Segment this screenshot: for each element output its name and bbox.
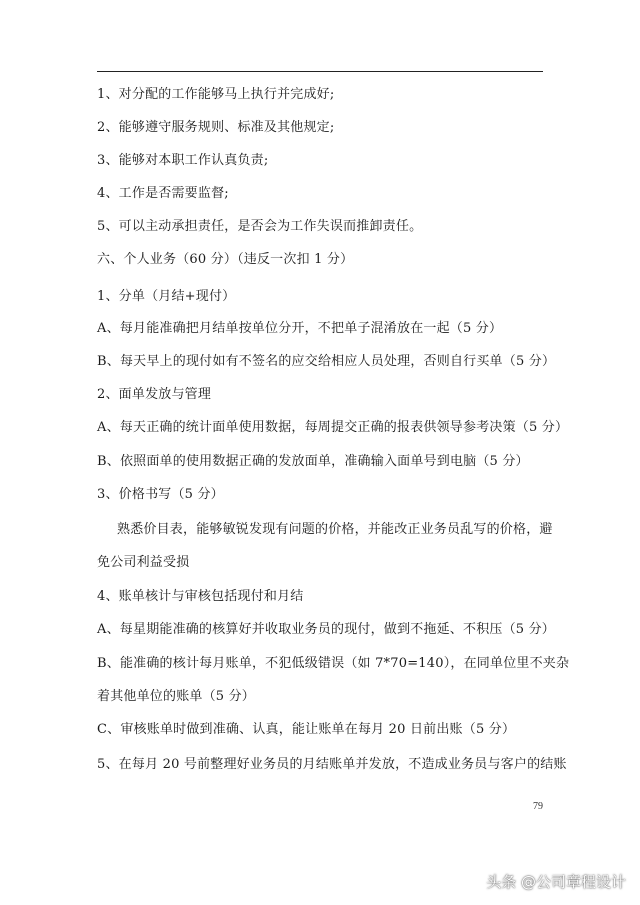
text-line-2: 2、能够遵守服务规则、标准及其他规定; [97, 120, 335, 135]
watermark: 头条 @公司章程设计 [486, 873, 626, 891]
text-line-16: 4、账单核计与审核包括现付和月结 [97, 589, 304, 604]
text-line-10: 2、面单发放与管理 [97, 387, 212, 402]
text-line-4: 4、工作是否需要监督; [97, 186, 229, 201]
header-rule [97, 71, 543, 72]
text-line-19: 着其他单位的账单（5 分） [97, 689, 256, 704]
text-line-15: 免公司利益受损 [97, 555, 190, 570]
text-line-1: 1、对分配的工作能够马上执行并完成好; [97, 87, 335, 102]
text-line-18: B、能准确的核计每月账单，不犯低级错误（如 7*70=140），在同单位里不夹杂 [97, 656, 570, 671]
text-line-17: A、每星期能准确的核算好并收取业务员的现付，做到不拖延、不积压（5 分） [97, 622, 555, 637]
section-heading-personal-business: 六、个人业务（60 分）（违反一次扣 1 分） [97, 252, 354, 267]
text-line-9: B、每天早上的现付如有不签名的应交给相应人员处理，否则自行买单（5 分） [97, 354, 556, 369]
text-line-13: 3、价格书写（5 分） [97, 487, 224, 502]
text-line-11: A、每天正确的统计面单使用数据，每周提交正确的报表供领导参考决策（5 分） [97, 420, 569, 435]
text-line-7: 1、分单（月结+现付） [97, 289, 236, 304]
text-line-21: 5、在每月 20 号前整理好业务员的月结账单并发放，不造成业务员与客户的结账 [97, 757, 567, 772]
text-line-14: 熟悉价目表，能够敏锐发现有问题的价格，并能改正业务员乱写的价格，避 [117, 522, 553, 537]
text-line-3: 3、能够对本职工作认真负责; [97, 153, 269, 168]
text-line-20: C、审核账单时做到准确、认真，能让账单在每月 20 日前出账（5 分） [97, 722, 516, 737]
page-number: 79 [533, 801, 543, 812]
text-line-8: A、每月能准确把月结单按单位分开，不把单子混淆放在一起（5 分） [97, 321, 503, 336]
text-line-5: 5、可以主动承担责任，是否会为工作失误而推卸责任。 [97, 219, 423, 234]
text-line-12: B、依照面单的使用数据正确的发放面单，准确输入面单号到电脑（5 分） [97, 454, 529, 469]
